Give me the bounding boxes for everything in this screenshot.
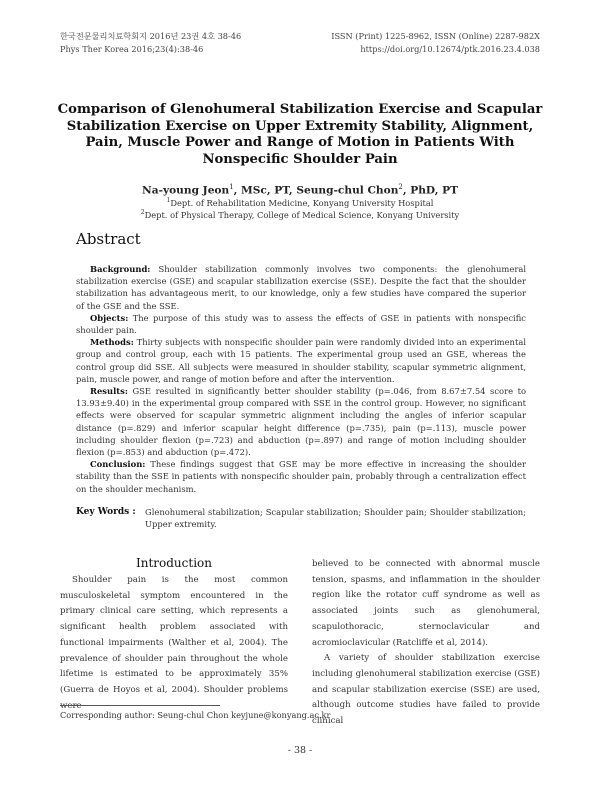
left-column — [60, 573, 288, 714]
keywords-text: Glenohumeral stabilization; Scapular stabilization; Shoulder pain; Shoulder stabilization; Upper extremity. — [145, 507, 526, 530]
issn: ISSN (Print) 1225-8962, ISSN (Online) 2287-982X — [331, 31, 540, 41]
corresponding-author-footnote: Corresponding author: Seung-chul Chon keyjune@konyang.ac.kr — [60, 710, 331, 720]
author-name: Seung-chul Chon — [296, 184, 399, 197]
affiliation — [0, 207, 600, 221]
title-line: Pain, Muscle Power and Range of Motion in Patients With — [85, 135, 515, 150]
title-line: Nonspecific Shoulder Pain — [202, 151, 398, 167]
keywords-label: Key Words : — [76, 507, 136, 517]
author-sup: 2 — [398, 183, 403, 191]
author-degrees: , PhD, PT — [402, 184, 458, 197]
section-text: These findings suggest that GSE may be more effective in increasing the shoulder stability than the SSE in patients with nonspecific shoulder pain, probably through a centralization effect on the shoulder mechanism. — [76, 459, 526, 494]
section-text: The purpose of this study was to assess the effects of GSE in patients with nonspecific shoulder pain. — [76, 312, 526, 336]
body-paragraph: A variety of shoulder stabilization exercise including glenohumeral stabilization exercise (GSE) and scapular stabilization exercise (SSE) are used, although outcome studies have failed to provide clinical — [312, 653, 540, 727]
author-name: Na-young Jeon — [142, 184, 230, 197]
section-text: GSE resulted in significantly better shoulder stability (p=.046, from 8.67±7.54 score to 13.93±9.40) in the experimental group compared with SSE in the control group. However, no significant effects were observed for scapular symmetric alignment including the angles of inferior scapular distance (p=.829) and inferior scapular height difference (p=.735), pain (p=.113), muscle power including shoulder flexion (p=.723) and abduction (p=.897) and range of motion including shoulder flexion (p=.853) and abduction (p=.472). — [76, 386, 526, 458]
doi-link[interactable]: https://doi.org/10.12674/ptk.2016.23.4.038 — [360, 44, 540, 54]
affil-text: Dept. of Physical Therapy, College of Medical Science, Konyang University — [144, 209, 460, 220]
journal-name-korean: 한국전문물리치료학회지 2016년 23권 4호 38-46 — [60, 31, 242, 41]
body-paragraph: Shoulder pain is the most common musculoskeletal symptom encountered in the primary clinical care setting, which represents a significant health problem associated with functional impairments (Walther et al, 2004). The prevalence of shoulder pain throughout the whole lifetime is estimated to be approximately 35% (Guerra de Hoyos et al, 2004). Shoulder problems were — [60, 575, 288, 711]
title-line: Comparison of Glenohumeral Stabilization Exercise and Scapular — [57, 102, 543, 117]
journal-header-right — [331, 30, 540, 56]
section-text: Shoulder stabilization commonly involves two components: the glenohumeral stabilization exercise (GSE) and scapular stabilization exercise (SSE). Despite the fact that the shoulder stabilization has advantageous merit, to our knowledge, only a few studies have compared the superior of the GSE and the SSE. — [76, 264, 526, 311]
section-label: Background: — [90, 264, 151, 274]
section-label: Methods: — [90, 337, 134, 348]
right-column — [312, 557, 540, 730]
abstract-heading: Abstract — [76, 230, 141, 248]
abstract-methods — [76, 336, 526, 385]
abstract-body — [76, 263, 526, 495]
paper-title — [40, 102, 560, 168]
introduction-heading: Introduction — [136, 556, 212, 570]
affil-text: Dept. of Rehabilitation Medicine, Konyang University Hospital — [170, 197, 434, 208]
footnote-divider — [60, 705, 220, 706]
abstract-objects — [76, 312, 526, 336]
section-label: Objects: — [90, 312, 129, 323]
keywords — [76, 506, 526, 530]
abstract-results — [76, 385, 526, 458]
page-number: - 38 - — [287, 745, 313, 756]
title-line: Stabilization Exercise on Upper Extremity Stability, Alignment, — [66, 118, 534, 134]
section-text: Thirty subjects with nonspecific shoulder pain were randomly divided into an experimental group and control group, each with 15 patients. The experimental group used an GSE, whereas the control group did SSE. All subjects were measured in shoulder stability, scapular symmetric alignment, pain, muscle power, and range of motion before and after the intervention. — [76, 337, 526, 384]
abstract-conclusion — [76, 458, 526, 495]
body-paragraph: believed to be connected with abnormal muscle tension, spasms, and inflammation in the shoulder region like the rotator cuff syndrome as well as associated joints such as glenohumeral, scapulothoracic, sternoclavicular and acromioclavicular (Ratcliffe et al, 2014). — [312, 559, 540, 648]
author-sup: 1 — [229, 183, 234, 191]
affil-sup: 1 — [166, 197, 171, 204]
section-label: Results: — [90, 386, 128, 397]
journal-header-left — [60, 30, 241, 56]
abstract-background — [76, 263, 526, 312]
affil-sup: 2 — [140, 209, 145, 216]
section-label: Conclusion: — [90, 459, 146, 470]
journal-citation: Phys Ther Korea 2016;23(4):38-46 — [60, 44, 204, 54]
author-degrees: , MSc, PT, — [233, 184, 297, 197]
